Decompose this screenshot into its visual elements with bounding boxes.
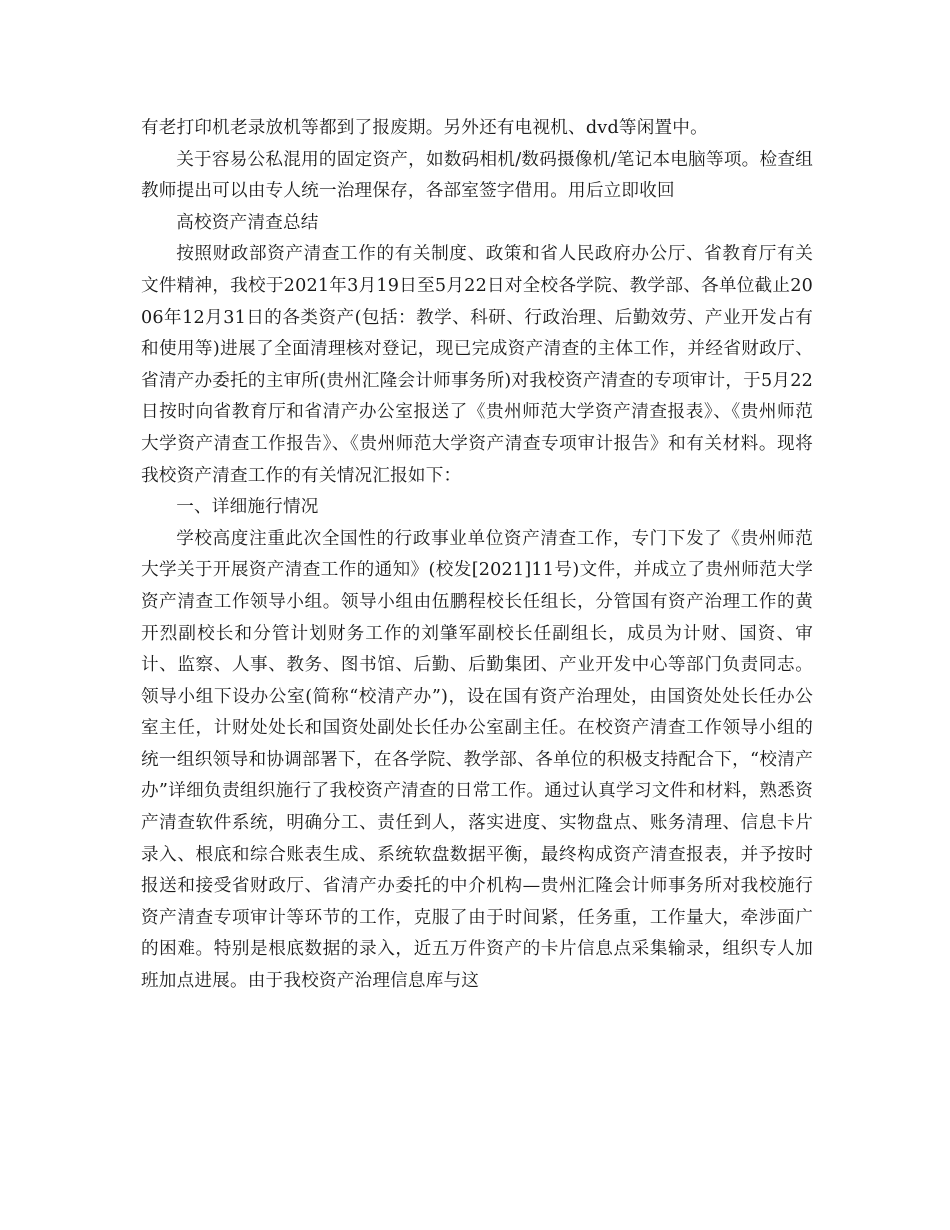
paragraph-1: 有老打印机老录放机等都到了报废期。另外还有电视机、dvd等闲置中。: [141, 118, 708, 138]
paragraph-3: 按照财政部资产清查工作的有关制度、政策和省人民政府办公厅、省教育厅有关文件精神，我校于2021年3月19日至5月22日对全校各学院、教学部、各单位截止2006年12月31日的各类资产(包括：教学、科研、行政治理、后勤效劳、产业开发占有和使用等)进展了全面清理核对登记，现已完成资产清查的主体工作，并经省财政厅、省清产办委托的主审所(贵州汇隆会计师事务所)对我校资产清查的专项审计，于5月22日按时向省教育厅和省清产办公室报送了《贵州师范大学资产清查报表》、《贵州师范大学资产清查工作报告》、《贵州师范大学资产清查专项审计报告》和有关材料。现将我校资产清查工作的有关情况汇报如下：: [141, 244, 813, 486]
section-heading-implementation: 一、详细施行情况: [176, 497, 319, 518]
section-heading-summary: 高校资产清查总结: [176, 212, 319, 233]
document-page: [141, 113, 813, 998]
paragraph-2: 关于容易公私混用的固定资产，如数码相机/数码摄像机/笔记本电脑等项。检查组教师提出可以由专人统一治理保存，各部室签字借用。用后立即收回: [141, 149, 813, 202]
paragraph-4: 学校高度注重此次全国性的行政事业单位资产清查工作，专门下发了《贵州师范大学关于开展资产清查工作的通知》(校发[2021]11号)文件，并成立了贵州师范大学资产清查工作领导小组。领导小组由伍鹏程校长任组长，分管国有资产治理工作的黄开烈副校长和分管计划财务工作的刘肇军副校长任副组长，成员为计财、国资、审计、监察、人事、教务、图书馆、后勤、后勤集团、产业开发中心等部门负责同志。领导小组下设办公室(简称“校清产办”)，设在国有资产治理处，由国资处处长任办公室主任，计财处处长和国资处副处长任办公室副主任。在校资产清查工作领导小组的统一组织领导和协调部署下，在各学院、教学部、各单位的积极支持配合下，“校清产办”详细负责组织施行了我校资产清查的日常工作。通过认真学习文件和材料，熟悉资产清查软件系统，明确分工、责任到人，落实进度、实物盘点、账务清理、信息卡片录入、根底和综合账表生成、系统软盘数据平衡，最终构成资产清查报表，并予按时报送和接受省财政厅、省清产办委托的中介机构—贵州汇隆会计师事务所对我校施行资产清查专项审计等环节的工作，克服了由于时间紧，任务重，工作量大，牵涉面广的困难。特别是根底数据的录入，近五万件资产的卡片信息点采集输录，组织专人加班加点进展。由于我校资产治理信息库与这: [141, 528, 813, 992]
